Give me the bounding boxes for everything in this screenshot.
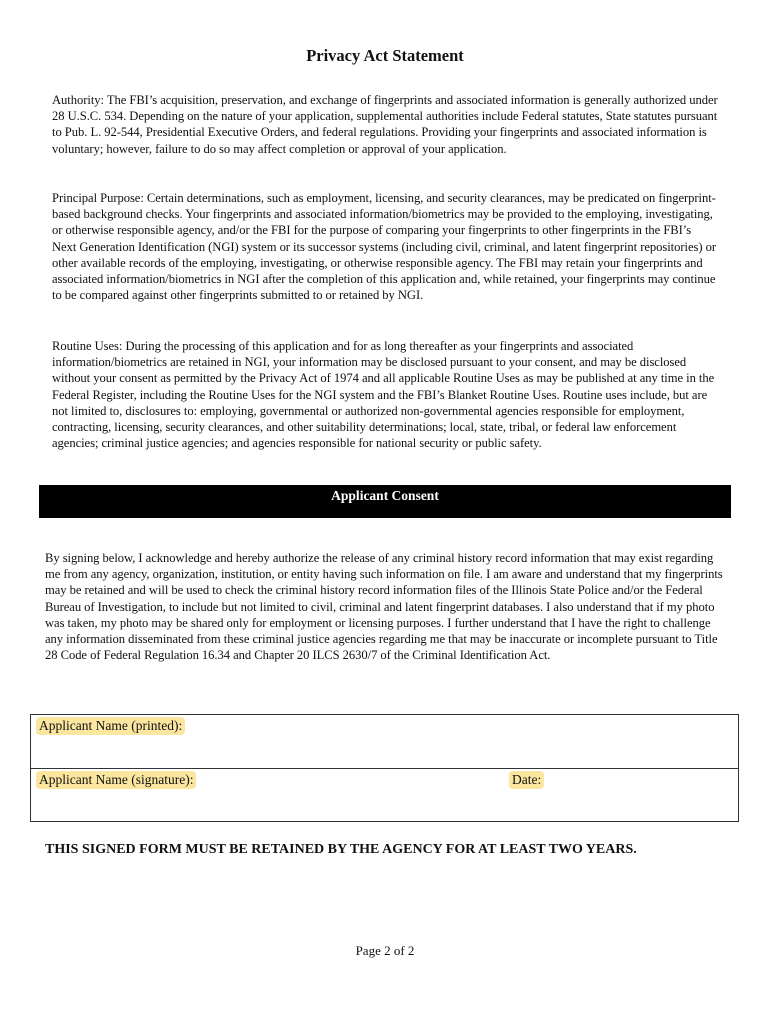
page-title: Privacy Act Statement [306, 46, 464, 65]
applicant-consent-banner [39, 485, 731, 518]
authority-paragraph: Authority: The FBI’s acquisition, preservation, and exchange of fingerprints and associated information is generally authorized under 28 U.S.C. 534. Depending on the nature of your application, supplemental authorities include Federal statutes, State statutes pursuant to Pub. L. 92-544, Presidential Executive Orders, and federal regulations. Providing your fingerprints and associated information is voluntary; however, failure to do so may affect completion or approval of your application. [52, 93, 718, 156]
routine-uses-paragraph: Routine Uses: During the processing of this application and for as long thereafter as your fingerprints and associated information/biometrics are retained in NGI, your information may be disclosed pursuant to your consent, and may be disclosed without your consent as permitted by the Privacy Act of 1974 and all applicable Routine Uses as may be published at any time in the Federal Register, including the Routine Uses for the NGI system and the FBI’s Blanket Routine Uses. Routine uses include, but are not limited to, disclosures to: employing, governmental or authorized non-governmental agencies responsible for employment, contracting, licensing, security clearances, and other suitability determinations; local, state, tribal, or federal law enforcement agencies; criminal justice agencies; and agencies responsible for national security or public safety. [52, 339, 715, 451]
page-number: Page 2 of 2 [355, 943, 415, 958]
name-printed-row[interactable] [31, 715, 738, 769]
signature-label[interactable]: Applicant Name (signature): [36, 771, 196, 789]
consent-paragraph: By signing below, I acknowledge and hereby authorize the release of any criminal history record information that may exist regarding me from any agency, organization, institution, or entity having such information on file. I am aware and understand that my fingerprints may be retained and will be used to check the criminal history record information files of the Illinois State Police and/or the Federal Bureau of Investigation, to include but not limited to civil, criminal and latent fingerprint databases. I also understand that if my photo was taken, my photo may be shared only for employment or licensing purposes. I further understand that I have the right to challenge any information disseminated from these criminal justice agencies regarding me that may be inaccurate or incomplete pursuant to Title 28 Code of Federal Regulation 16.34 and Chapter 20 ILCS 2630/7 of the Criminal Identification Act. [45, 551, 723, 663]
signature-row[interactable] [31, 769, 738, 823]
date-label[interactable]: Date: [509, 771, 544, 789]
retention-notice: THIS SIGNED FORM MUST BE RETAINED BY THE AGENCY FOR AT LEAST TWO YEARS. [45, 842, 637, 857]
name-printed-label[interactable]: Applicant Name (printed): [36, 717, 185, 735]
principal-purpose-paragraph: Principal Purpose: Certain determinations, such as employment, licensing, and security clearances, may be predicated on fingerprint-based background checks. Your fingerprints and associated information/biometrics may be provided to the employing, investigating, or otherwise responsible agency, and/or the FBI for the purpose of comparing your fingerprints to other fingerprints in the FBI’s Next Generation Identification (NGI) system or its successor systems (including civil, criminal, and latent fingerprint repositories) or other available records of the employing, investigating, or otherwise responsible agency. The FBI may retain your fingerprints and associated information/biometrics in NGI after the completion of this application and, while retained, your fingerprints may continue to be compared against other fingerprints submitted to or retained by NGI. [52, 191, 716, 303]
signature-box [30, 714, 739, 822]
applicant-consent-heading: Applicant Consent [331, 488, 439, 503]
